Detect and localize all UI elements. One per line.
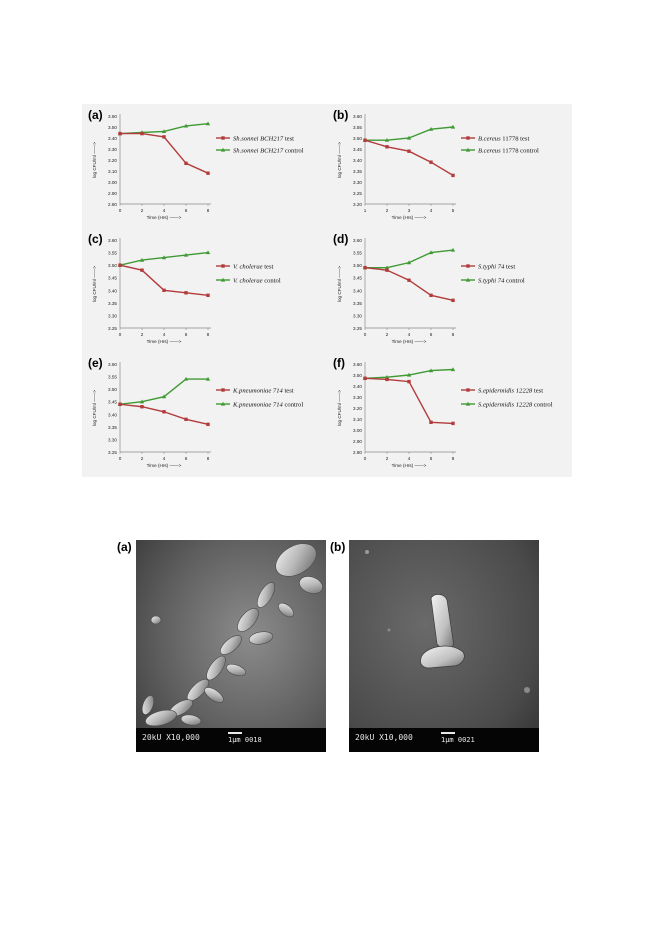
legend-label-suffix: control bbox=[282, 401, 304, 409]
y-tick-label: 3.25 bbox=[353, 191, 362, 196]
sem-image-b bbox=[349, 540, 539, 752]
y-tick-label: 3.50 bbox=[353, 373, 362, 378]
data-point-test bbox=[363, 266, 366, 269]
y-tick-label: 3.25 bbox=[108, 450, 117, 455]
x-tick-label: 6 bbox=[429, 332, 433, 337]
chart-b-svg bbox=[327, 104, 572, 228]
x-tick-label: 4 bbox=[407, 332, 411, 337]
y-tick-label: 3.45 bbox=[108, 399, 117, 405]
legend-label-test bbox=[233, 263, 274, 270]
y-tick-label: 3.20 bbox=[353, 202, 362, 207]
y-tick-label: 3.60 bbox=[353, 114, 362, 119]
legend-label-suffix: control bbox=[504, 277, 525, 285]
chart-c-svg bbox=[82, 228, 327, 352]
y-tick-label: 3.45 bbox=[353, 147, 362, 152]
x-tick-label: 6 bbox=[184, 208, 188, 213]
data-point-test bbox=[451, 422, 454, 425]
legend-label-suffix: control bbox=[532, 401, 553, 409]
y-tick-label: 3.60 bbox=[353, 362, 362, 367]
x-tick-label: 4 bbox=[162, 332, 166, 337]
y-tick-label: 3.55 bbox=[353, 250, 362, 256]
chart-a-svg bbox=[82, 104, 327, 228]
data-point-test bbox=[206, 294, 209, 297]
series-line-test bbox=[365, 378, 453, 423]
x-tick-label: 5 bbox=[451, 208, 455, 213]
legend-label-test bbox=[233, 135, 294, 142]
y-tick-label: 3.00 bbox=[108, 180, 117, 185]
series-line-test bbox=[365, 268, 453, 301]
y-tick-label: 3.25 bbox=[108, 326, 117, 331]
legend-label-species: B.cereus bbox=[478, 147, 501, 155]
legend-label-test bbox=[478, 135, 530, 142]
legend-label-suffix: test bbox=[262, 263, 274, 271]
chart-f-svg bbox=[327, 352, 572, 476]
data-point-test bbox=[451, 174, 454, 177]
data-point-test bbox=[429, 421, 432, 424]
data-point-test bbox=[162, 135, 165, 138]
panel-label-d: (d) bbox=[333, 232, 349, 246]
y-tick-label: 3.20 bbox=[108, 158, 117, 163]
x-tick-label: 6 bbox=[429, 456, 433, 461]
y-tick-label: 3.45 bbox=[353, 275, 362, 281]
legend-label-species: S.typhi 74 bbox=[478, 277, 505, 285]
legend-label-species: S.epidermidis 12228 bbox=[478, 387, 533, 395]
data-point-test bbox=[385, 268, 388, 271]
data-point-test bbox=[385, 145, 388, 148]
y-tick-label: 3.30 bbox=[353, 180, 362, 185]
legend-label-suffix: test bbox=[282, 387, 294, 395]
legend-marker-test bbox=[221, 264, 224, 267]
chart-panel-c bbox=[82, 228, 327, 352]
x-tick-label: 2 bbox=[385, 332, 389, 337]
data-point-test bbox=[451, 299, 454, 302]
legend-label-test bbox=[232, 387, 294, 394]
y-axis-label: log CFU/ml ——> bbox=[92, 389, 97, 427]
data-point-test bbox=[118, 132, 121, 135]
legend-label-suffix: 11778 test bbox=[500, 135, 530, 143]
x-axis-label: Time (Hrs) ——> bbox=[391, 463, 427, 468]
sem-caption-b: 20kU X10,000 bbox=[355, 733, 413, 742]
x-tick-label: 1 bbox=[363, 208, 367, 213]
x-tick-label: 2 bbox=[140, 332, 144, 337]
y-tick-label: 3.60 bbox=[108, 238, 117, 243]
panel-label-c: (c) bbox=[88, 232, 103, 246]
legend-marker-test bbox=[466, 388, 469, 391]
legend-label-species: K.pneumoniae 714 bbox=[233, 387, 283, 395]
data-point-test bbox=[118, 263, 121, 266]
x-tick-label: 8 bbox=[206, 208, 210, 213]
y-axis-label: log CFU/ml ——> bbox=[337, 141, 342, 179]
legend-label-species: S.typhi 74 bbox=[478, 263, 505, 271]
data-point-test bbox=[206, 172, 209, 175]
y-tick-label: 3.45 bbox=[108, 275, 117, 281]
legend-label-test bbox=[478, 387, 543, 394]
image-label-a: (a) bbox=[117, 540, 132, 554]
legend-label-suffix: 11778 control bbox=[500, 147, 539, 155]
data-point-test bbox=[162, 410, 165, 413]
x-tick-label: 4 bbox=[162, 456, 166, 461]
chart-panel-d bbox=[327, 228, 572, 352]
y-tick-label: 3.00 bbox=[353, 428, 362, 433]
data-point-test bbox=[140, 405, 143, 408]
y-tick-label: 3.35 bbox=[108, 300, 117, 306]
x-tick-label: 4 bbox=[429, 208, 433, 213]
legend-label-control bbox=[478, 277, 525, 284]
sem-image-b-graphic bbox=[349, 540, 539, 752]
sem-scale-b: 1µm 0021 bbox=[441, 736, 475, 744]
chart-panel-b bbox=[327, 104, 572, 228]
data-point-test bbox=[162, 289, 165, 292]
x-tick-label: 6 bbox=[184, 332, 188, 337]
y-tick-label: 2.90 bbox=[108, 191, 117, 196]
y-tick-label: 3.55 bbox=[108, 374, 117, 380]
data-point-test bbox=[140, 132, 143, 135]
y-tick-label: 3.50 bbox=[353, 263, 362, 269]
y-tick-label: 3.35 bbox=[353, 169, 362, 174]
x-tick-label: 4 bbox=[162, 208, 166, 213]
x-tick-label: 2 bbox=[140, 208, 144, 213]
legend-label-control bbox=[233, 277, 281, 284]
y-tick-label: 3.40 bbox=[353, 288, 362, 294]
legend-marker-test bbox=[221, 136, 224, 139]
legend-label-suffix: test bbox=[532, 387, 544, 395]
legend-label-control bbox=[478, 147, 539, 154]
y-tick-label: 3.50 bbox=[108, 263, 117, 269]
y-tick-label: 3.30 bbox=[108, 437, 117, 443]
y-tick-label: 2.90 bbox=[353, 439, 362, 444]
y-tick-label: 3.40 bbox=[353, 158, 362, 163]
x-tick-label: 8 bbox=[206, 456, 210, 461]
legend-label-species: Sh.sonnei BCH217 bbox=[233, 135, 284, 143]
y-tick-label: 2.80 bbox=[108, 202, 117, 207]
legend-label-test bbox=[478, 263, 515, 270]
y-tick-label: 3.60 bbox=[353, 238, 362, 243]
y-tick-label: 2.80 bbox=[353, 450, 362, 455]
x-tick-label: 4 bbox=[407, 456, 411, 461]
legend-label-control bbox=[233, 147, 304, 154]
x-axis-label: Time (Hrs) ——> bbox=[146, 463, 182, 468]
x-axis-label: Time (Hrs) ——> bbox=[146, 215, 182, 220]
data-point-test bbox=[363, 377, 366, 380]
legend-label-species: B.cereus bbox=[478, 135, 501, 143]
y-tick-label: 3.25 bbox=[353, 326, 362, 331]
panel-label-b: (b) bbox=[333, 108, 349, 122]
legend-label-suffix: test bbox=[283, 135, 294, 143]
legend-marker-test bbox=[221, 388, 224, 391]
legend-label-suffix: control bbox=[283, 147, 304, 155]
x-tick-label: 8 bbox=[451, 456, 455, 461]
data-point-test bbox=[429, 161, 432, 164]
data-point-test bbox=[385, 378, 388, 381]
y-tick-label: 3.35 bbox=[108, 424, 117, 430]
legend-marker-test bbox=[466, 264, 469, 267]
chart-panel-a bbox=[82, 104, 327, 228]
x-axis-label: Time (Hrs) ——> bbox=[391, 215, 427, 220]
legend-label-species: Sh.sonnei BCH217 bbox=[233, 147, 284, 155]
chart-d-svg bbox=[327, 228, 572, 352]
y-tick-label: 3.55 bbox=[353, 125, 362, 130]
legend-label-species: V. cholerae bbox=[233, 263, 263, 271]
panel-label-a: (a) bbox=[88, 108, 103, 122]
x-tick-label: 6 bbox=[184, 456, 188, 461]
sem-image-a bbox=[136, 540, 326, 752]
data-point-test bbox=[363, 139, 366, 142]
sem-scale-a: 1µm 0018 bbox=[228, 736, 262, 744]
y-tick-label: 3.30 bbox=[108, 313, 117, 319]
data-point-test bbox=[429, 294, 432, 297]
y-axis-label: log CFU/ml ——> bbox=[337, 265, 342, 303]
x-tick-label: 8 bbox=[206, 332, 210, 337]
data-point-test bbox=[407, 380, 410, 383]
legend-label-species: K.pneumoniae 714 bbox=[233, 401, 283, 409]
series-line-test bbox=[120, 404, 208, 424]
x-tick-label: 0 bbox=[118, 208, 122, 213]
chart-e-svg bbox=[82, 352, 327, 476]
y-tick-label: 3.50 bbox=[108, 125, 117, 130]
data-point-test bbox=[407, 150, 410, 153]
y-tick-label: 3.40 bbox=[108, 412, 117, 418]
panel-label-e: (e) bbox=[88, 356, 103, 370]
legend-marker-test bbox=[466, 136, 469, 139]
panel-label-f: (f) bbox=[333, 356, 345, 370]
data-point-test bbox=[184, 162, 187, 165]
legend-label-species: S.epidermidis 12228 bbox=[478, 401, 533, 409]
x-tick-label: 0 bbox=[363, 456, 367, 461]
sem-image-a-graphic bbox=[136, 540, 326, 752]
y-tick-label: 3.55 bbox=[108, 250, 117, 256]
y-tick-label: 3.40 bbox=[353, 384, 362, 389]
x-tick-label: 8 bbox=[451, 332, 455, 337]
data-point-test bbox=[184, 418, 187, 421]
y-tick-label: 3.60 bbox=[108, 362, 117, 367]
data-point-test bbox=[407, 279, 410, 282]
legend-label-suffix: test bbox=[504, 263, 516, 271]
series-line-control bbox=[120, 379, 208, 404]
series-line-test bbox=[120, 134, 208, 174]
series-line-control bbox=[365, 250, 453, 268]
y-tick-label: 3.30 bbox=[108, 147, 117, 152]
chart-figure bbox=[82, 104, 572, 477]
data-point-test bbox=[184, 291, 187, 294]
y-tick-label: 3.60 bbox=[108, 114, 117, 119]
x-axis-label: Time (Hrs) ——> bbox=[146, 339, 182, 344]
x-axis-label: Time (Hrs) ——> bbox=[391, 339, 427, 344]
y-tick-label: 3.50 bbox=[353, 136, 362, 141]
y-tick-label: 3.30 bbox=[353, 395, 362, 400]
y-axis-label: log CFU/ml ——> bbox=[92, 141, 97, 179]
sem-caption-a: 20kU X10,000 bbox=[142, 733, 200, 742]
chart-panel-f bbox=[327, 352, 572, 476]
x-tick-label: 2 bbox=[385, 456, 389, 461]
legend-label-control bbox=[232, 401, 303, 408]
y-axis-label: log CFU/ml ——> bbox=[337, 389, 342, 427]
x-tick-label: 3 bbox=[407, 208, 411, 213]
y-tick-label: 3.50 bbox=[108, 387, 117, 393]
x-tick-label: 2 bbox=[140, 456, 144, 461]
x-tick-label: 2 bbox=[385, 208, 389, 213]
y-tick-label: 3.10 bbox=[108, 169, 117, 174]
y-tick-label: 3.40 bbox=[108, 288, 117, 294]
legend-label-species: V. cholerae bbox=[233, 277, 263, 285]
y-tick-label: 3.10 bbox=[353, 417, 362, 422]
y-tick-label: 3.30 bbox=[353, 313, 362, 319]
image-label-b: (b) bbox=[330, 540, 346, 554]
x-tick-label: 0 bbox=[363, 332, 367, 337]
chart-panel-e bbox=[82, 352, 327, 476]
y-tick-label: 3.40 bbox=[108, 136, 117, 141]
data-point-test bbox=[206, 423, 209, 426]
data-point-test bbox=[140, 268, 143, 271]
x-tick-label: 0 bbox=[118, 332, 122, 337]
y-tick-label: 3.35 bbox=[353, 300, 362, 306]
series-line-test bbox=[365, 140, 453, 175]
legend-label-suffix: contol bbox=[262, 277, 281, 285]
data-point-test bbox=[118, 403, 121, 406]
y-tick-label: 3.20 bbox=[353, 406, 362, 411]
y-axis-label: log CFU/ml ——> bbox=[92, 265, 97, 303]
x-tick-label: 0 bbox=[118, 456, 122, 461]
legend-label-control bbox=[478, 401, 553, 408]
